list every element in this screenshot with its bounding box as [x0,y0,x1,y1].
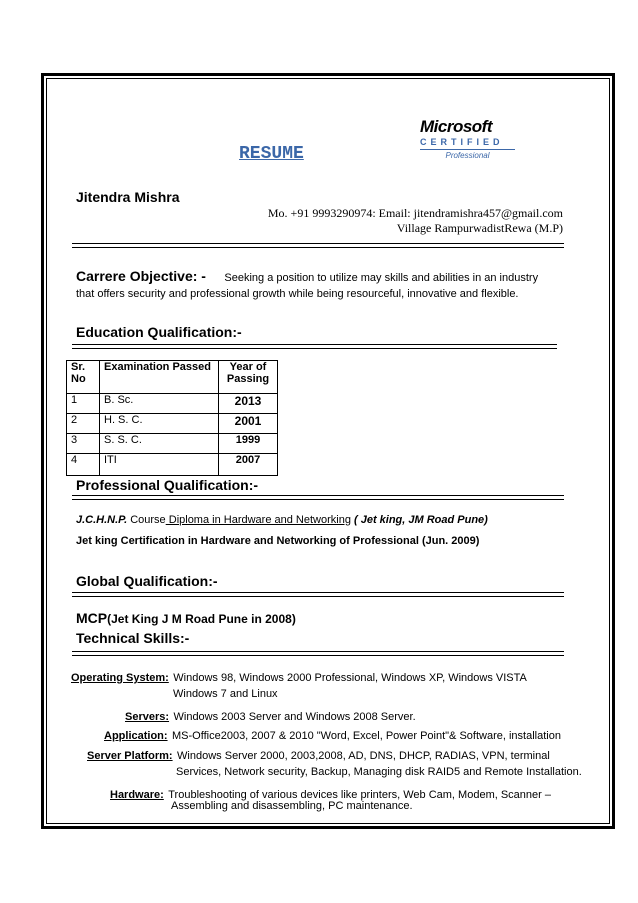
technical-heading: Technical Skills:- [76,630,190,646]
application-value: MS-Office2003, 2007 & 2010 "Word, Excel, Power Point"& Software, installation [172,730,561,742]
cell-year: 2013 [219,394,278,414]
cell-sr: 4 [67,454,100,476]
global-heading: Global Qualification:- [76,573,218,589]
server-platform-value-2: Services, Network security, Backup, Managing disk RAID5 and Remote Installation. [176,766,582,778]
table-header-row [67,361,278,394]
professional-line-1 [76,514,488,526]
professional-heading: Professional Qualification:- [76,477,259,493]
cell-exam: B. Sc. [100,394,219,414]
cell-year: 2007 [219,454,278,476]
logo-certified: CERTIFIED [420,137,504,147]
tech-application [104,726,561,744]
divider [72,243,564,248]
header-year: Year of Passing [219,361,278,394]
objective-text-1: Seeking a position to utilize may skills and abilities in an industry [224,272,539,284]
hardware-value-2: Assembling and disassembling, PC maintenance. [171,800,413,812]
course-code: J.C.H.N.P. [76,514,128,526]
tech-os [71,668,527,686]
mcp-detail: (Jet King J M Road Pune in 2008) [107,612,296,626]
hardware-value: Troubleshooting of various devices like printers, Web Cam, Modem, Scanner – [168,789,551,801]
header-sr: Sr. No [67,361,100,394]
table-row [67,454,278,476]
divider [72,592,564,597]
header-exam: Examination Passed [100,361,219,394]
tech-servers [125,707,416,725]
cell-exam: ITI [100,454,219,476]
servers-value: Windows 2003 Server and Windows 2008 Server. [173,711,416,723]
logo-brand: Microsoft [420,117,492,136]
tech-server-platform [87,746,550,764]
hardware-label: Hardware: [110,789,164,801]
objective-label: Carrere Objective: - [76,268,206,284]
microsoft-certified-logo [420,118,515,161]
divider [72,651,564,656]
resume-title: RESUME [239,144,304,164]
logo-level: Professional [420,149,515,161]
contact-line-2: Village RampurwadistRewa (M.P) [396,221,563,235]
servers-label: Servers: [125,711,170,723]
candidate-name: Jitendra Mishra [76,189,180,205]
server-platform-value: Windows Server 2000, 2003,2008, AD, DNS, DHCP, RADIAS, VPN, terminal [177,750,550,762]
table-row [67,394,278,414]
table-row [67,414,278,434]
cell-exam: H. S. C. [100,414,219,434]
os-label: Operating System: [71,672,169,684]
objective-line-1 [76,268,538,286]
cell-sr: 2 [67,414,100,434]
table-row [67,434,278,454]
mcp-label: MCP [76,610,108,626]
education-table [66,360,278,476]
divider [72,344,557,349]
course-institute: ( Jet king, JM Road Pune) [350,514,488,526]
contact-line-1: Mo. +91 9993290974: Email: jitendramishra457@gmail.com [267,206,563,220]
divider [72,495,564,500]
cell-sr: 3 [67,434,100,454]
cell-sr: 1 [67,394,100,414]
cell-year: 2001 [219,414,278,434]
cell-year: 1999 [219,434,278,454]
course-word: Course [127,514,166,526]
application-label: Application: [104,730,168,742]
os-value: Windows 98, Windows 2000 Professional, Windows XP, Windows VISTA [173,672,527,684]
server-platform-label: Server Platform: [87,750,173,762]
os-value-2: Windows 7 and Linux [173,688,278,700]
professional-line-2: Jet king Certification in Hardware and Networking of Professional (Jun. 2009) [76,535,480,547]
objective-text-2: that offers security and professional growth while being resourceful, innovative and flexible. [76,288,519,300]
mcp-line [76,610,296,628]
course-title: Diploma in Hardware and Networking [165,514,351,526]
cell-exam: S. S. C. [100,434,219,454]
education-heading: Education Qualification:- [76,324,242,340]
